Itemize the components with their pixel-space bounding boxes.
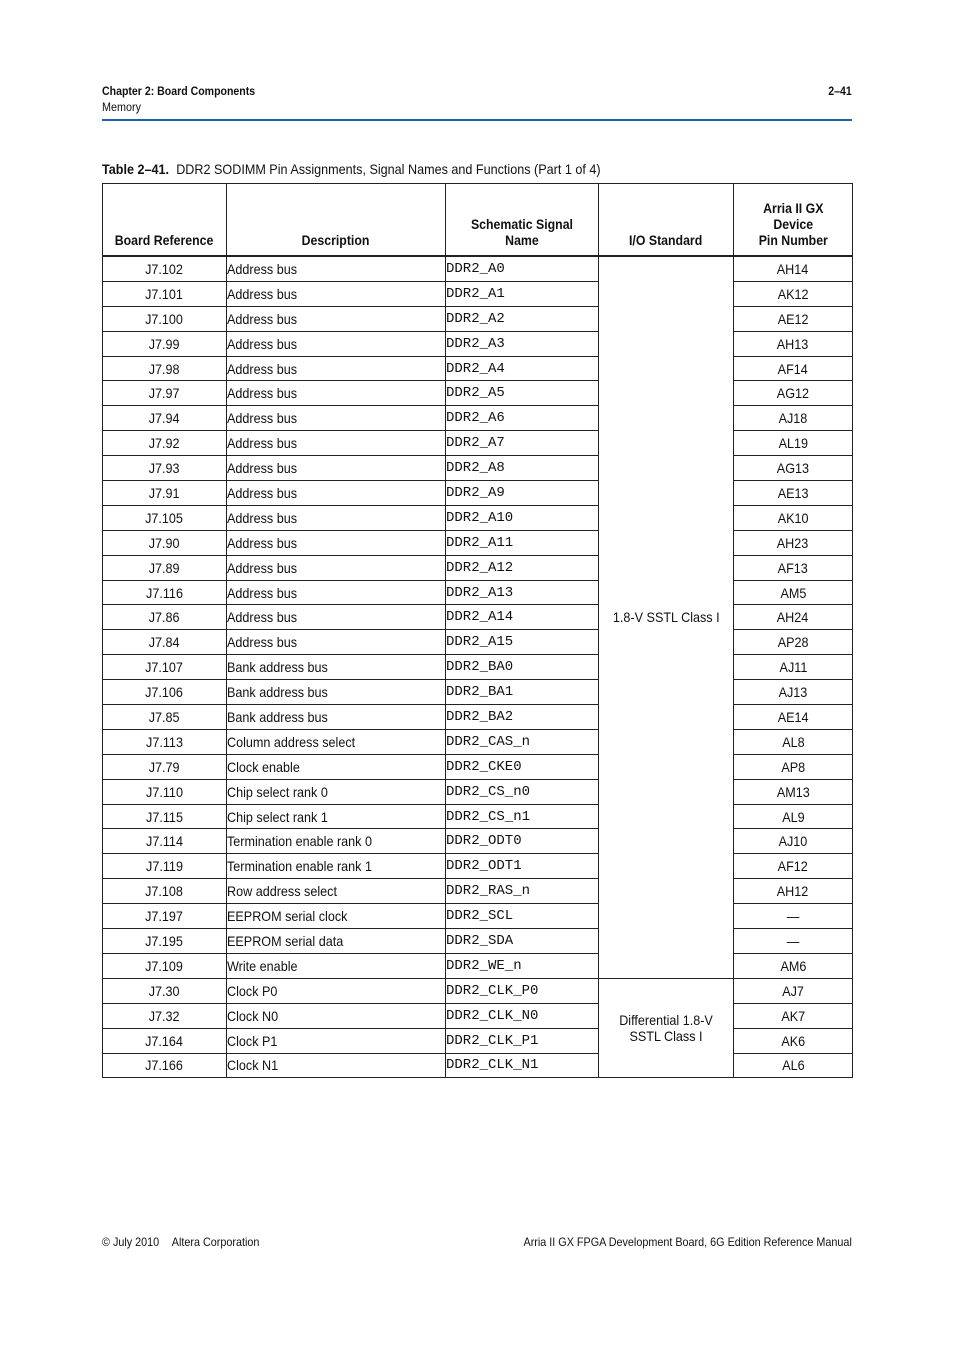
description-text: Address bus [227, 634, 298, 651]
board-reference-text: J7.86 [149, 609, 180, 626]
description-text: Chip select rank 0 [227, 783, 328, 800]
cell-description [227, 705, 446, 730]
column-header-signal-name: Schematic Signal Name [446, 184, 599, 257]
cell-board-reference [103, 256, 227, 281]
cell-board-reference [103, 854, 227, 879]
table-row [103, 854, 853, 879]
pin-number-text: — [786, 908, 800, 925]
cell-description [227, 680, 446, 705]
cell-board-reference [103, 281, 227, 306]
cell-description [227, 281, 446, 306]
pin-number-text: AF14 [777, 360, 809, 377]
board-reference-text: J7.115 [146, 808, 183, 825]
cell-description [227, 431, 446, 456]
pin-number-text: AM6 [780, 957, 806, 974]
table-row [103, 1003, 853, 1028]
cell-signal-name: DDR2_A0 [446, 256, 599, 281]
pin-number-text: AK6 [781, 1032, 805, 1049]
table-row [103, 456, 853, 481]
table-row [103, 829, 853, 854]
description-text: Address bus [227, 335, 298, 352]
table-row [103, 953, 853, 978]
cell-signal-name: DDR2_A2 [446, 306, 599, 331]
description-text: Column address select [227, 733, 356, 750]
cell-description [227, 929, 446, 954]
column-header-pin-number: Arria II GX Device Pin Number [734, 184, 853, 257]
board-reference-text: J7.110 [146, 783, 183, 800]
pin-number-text: AE14 [777, 708, 809, 725]
cell-board-reference [103, 779, 227, 804]
cell-pin-number [734, 705, 853, 730]
cell-board-reference [103, 1003, 227, 1028]
cell-board-reference [103, 705, 227, 730]
pin-number-text: AJ7 [782, 982, 804, 999]
description-text: Clock N1 [227, 1057, 279, 1074]
description-text: Clock enable [227, 758, 300, 775]
board-reference-text: J7.109 [145, 957, 184, 974]
description-text: Bank address bus [227, 659, 328, 676]
pin-number-text: AJ11 [779, 659, 807, 676]
cell-pin-number [734, 356, 853, 381]
pin-number-text: AH14 [777, 260, 809, 277]
table-row [103, 879, 853, 904]
cell-description [227, 555, 446, 580]
cell-signal-name: DDR2_A12 [446, 555, 599, 580]
description-text: Clock P1 [227, 1032, 278, 1049]
board-reference-text: J7.79 [149, 758, 180, 775]
cell-board-reference [103, 829, 227, 854]
table-row [103, 431, 853, 456]
chapter-title: Chapter 2: Board Components [102, 84, 256, 98]
cell-signal-name: DDR2_A6 [446, 406, 599, 431]
description-text: Address bus [227, 260, 298, 277]
cell-signal-name: DDR2_BA2 [446, 705, 599, 730]
table-row [103, 505, 853, 530]
pin-number-text: AE13 [777, 484, 809, 501]
cell-pin-number [734, 406, 853, 431]
board-reference-text: J7.90 [149, 534, 180, 551]
cell-description [227, 953, 446, 978]
pin-number-text: — [786, 932, 800, 949]
cell-description [227, 481, 446, 506]
pin-number-text: AK12 [777, 285, 809, 302]
cell-pin-number [734, 804, 853, 829]
cell-signal-name: DDR2_CS_n1 [446, 804, 599, 829]
description-text: EEPROM serial data [227, 932, 344, 949]
pin-number-text: AL19 [778, 435, 808, 452]
description-text: Address bus [227, 559, 298, 576]
cell-board-reference [103, 929, 227, 954]
cell-description [227, 978, 446, 1003]
description-text: Address bus [227, 285, 298, 302]
cell-description [227, 879, 446, 904]
section-title: Memory [102, 100, 142, 114]
board-reference-text: J7.89 [149, 559, 180, 576]
cell-signal-name: DDR2_A13 [446, 580, 599, 605]
table-row [103, 605, 853, 630]
board-reference-text: J7.94 [149, 410, 180, 427]
cell-board-reference [103, 331, 227, 356]
pin-number-text: AF12 [777, 858, 809, 875]
board-reference-text: J7.107 [145, 659, 184, 676]
cell-pin-number [734, 829, 853, 854]
header-rule [102, 119, 852, 121]
cell-pin-number [734, 779, 853, 804]
cell-pin-number [734, 456, 853, 481]
table-row [103, 356, 853, 381]
cell-signal-name: DDR2_A1 [446, 281, 599, 306]
table-row [103, 754, 853, 779]
cell-pin-number [734, 630, 853, 655]
cell-pin-number [734, 729, 853, 754]
board-reference-text: J7.98 [149, 360, 180, 377]
cell-signal-name: DDR2_ODT0 [446, 829, 599, 854]
cell-board-reference [103, 381, 227, 406]
board-reference-text: J7.100 [145, 310, 184, 327]
cell-board-reference [103, 505, 227, 530]
pin-number-text: AH23 [777, 534, 809, 551]
description-text: Address bus [227, 310, 298, 327]
description-text: Write enable [227, 957, 298, 974]
table-header-row [103, 184, 853, 257]
cell-description [227, 356, 446, 381]
table-row [103, 381, 853, 406]
description-text: Address bus [227, 460, 298, 477]
cell-description [227, 854, 446, 879]
cell-pin-number [734, 481, 853, 506]
description-text: Address bus [227, 584, 298, 601]
cell-board-reference [103, 555, 227, 580]
pin-number-text: AK10 [777, 509, 809, 526]
cell-signal-name: DDR2_A10 [446, 505, 599, 530]
cell-signal-name: DDR2_A11 [446, 530, 599, 555]
description-text: Chip select rank 1 [227, 808, 328, 825]
cell-pin-number [734, 256, 853, 281]
table-row [103, 256, 853, 281]
cell-signal-name: DDR2_SDA [446, 929, 599, 954]
board-reference-text: J7.91 [149, 484, 180, 501]
board-reference-text: J7.97 [149, 385, 180, 402]
cell-board-reference [103, 879, 227, 904]
cell-pin-number [734, 953, 853, 978]
cell-board-reference [103, 456, 227, 481]
table-caption-label: Table 2–41. [102, 161, 170, 177]
table-row [103, 1028, 853, 1053]
cell-board-reference [103, 804, 227, 829]
description-text: Bank address bus [227, 708, 328, 725]
cell-pin-number [734, 505, 853, 530]
board-reference-text: J7.84 [149, 634, 180, 651]
cell-description [227, 804, 446, 829]
cell-signal-name: DDR2_A14 [446, 605, 599, 630]
cell-signal-name: DDR2_CLK_P1 [446, 1028, 599, 1053]
cell-pin-number [734, 754, 853, 779]
pin-number-text: AH12 [777, 883, 809, 900]
cell-pin-number [734, 655, 853, 680]
footer-copyright: © July 2010 [102, 1235, 160, 1249]
pin-number-text: AE12 [777, 310, 809, 327]
pin-number-text: AL6 [781, 1057, 805, 1074]
cell-signal-name: DDR2_BA0 [446, 655, 599, 680]
cell-description [227, 381, 446, 406]
cell-signal-name: DDR2_CAS_n [446, 729, 599, 754]
pin-number-text: AM5 [780, 584, 806, 601]
cell-description [227, 729, 446, 754]
pin-assignment-table [102, 183, 853, 1078]
cell-signal-name: DDR2_BA1 [446, 680, 599, 705]
cell-description [227, 1003, 446, 1028]
cell-signal-name: DDR2_CKE0 [446, 754, 599, 779]
cell-board-reference [103, 481, 227, 506]
table-row [103, 729, 853, 754]
cell-signal-name: DDR2_CLK_P0 [446, 978, 599, 1003]
cell-board-reference [103, 431, 227, 456]
cell-pin-number [734, 854, 853, 879]
board-reference-text: J7.164 [145, 1032, 184, 1049]
cell-pin-number [734, 1028, 853, 1053]
cell-board-reference [103, 630, 227, 655]
board-reference-text: J7.113 [146, 733, 183, 750]
cell-io-standard [599, 256, 734, 978]
cell-pin-number [734, 879, 853, 904]
pin-number-text: AG13 [776, 460, 810, 477]
cell-io-standard [599, 978, 734, 1078]
cell-description [227, 605, 446, 630]
table-row [103, 406, 853, 431]
cell-signal-name: DDR2_A5 [446, 381, 599, 406]
table-row [103, 705, 853, 730]
cell-board-reference [103, 406, 227, 431]
board-reference-text: J7.102 [145, 260, 184, 277]
pin-number-text: AL8 [781, 733, 805, 750]
cell-description [227, 505, 446, 530]
table-row [103, 580, 853, 605]
cell-description [227, 530, 446, 555]
description-text: Clock P0 [227, 982, 278, 999]
description-text: Bank address bus [227, 684, 328, 701]
cell-signal-name: DDR2_SCL [446, 904, 599, 929]
cell-pin-number [734, 1003, 853, 1028]
cell-description [227, 456, 446, 481]
cell-board-reference [103, 904, 227, 929]
description-text: Address bus [227, 509, 298, 526]
cell-signal-name: DDR2_A3 [446, 331, 599, 356]
cell-description [227, 904, 446, 929]
pin-number-text: AH13 [777, 335, 809, 352]
description-text: Address bus [227, 410, 298, 427]
cell-pin-number [734, 281, 853, 306]
cell-pin-number [734, 530, 853, 555]
table-caption [102, 161, 601, 177]
footer-manual-title: Arria II GX FPGA Development Board, 6G Edition Reference Manual [523, 1235, 852, 1249]
cell-board-reference [103, 530, 227, 555]
board-reference-text: J7.116 [146, 584, 183, 601]
cell-signal-name: DDR2_CLK_N0 [446, 1003, 599, 1028]
table-row [103, 306, 853, 331]
cell-board-reference [103, 356, 227, 381]
cell-pin-number [734, 555, 853, 580]
table-row [103, 929, 853, 954]
board-reference-text: J7.93 [149, 460, 180, 477]
table-caption-title: DDR2 SODIMM Pin Assignments, Signal Names and Functions (Part 1 of 4) [176, 161, 601, 177]
board-reference-text: J7.197 [145, 908, 184, 925]
cell-board-reference [103, 1053, 227, 1078]
table-row [103, 680, 853, 705]
table-row [103, 779, 853, 804]
cell-pin-number [734, 580, 853, 605]
pin-number-text: AJ10 [778, 833, 808, 850]
table-row [103, 655, 853, 680]
table-row [103, 1053, 853, 1078]
board-reference-text: J7.85 [149, 708, 180, 725]
cell-board-reference [103, 953, 227, 978]
cell-description [227, 256, 446, 281]
description-text: Address bus [227, 435, 298, 452]
board-reference-text: J7.32 [149, 1007, 180, 1024]
board-reference-text: J7.99 [149, 335, 180, 352]
cell-description [227, 406, 446, 431]
board-reference-text: J7.195 [145, 932, 184, 949]
pin-number-text: AF13 [777, 559, 809, 576]
table-row [103, 904, 853, 929]
table-row [103, 804, 853, 829]
io-standard-text: 1.8-V SSTL Class I [612, 609, 720, 626]
description-text: Address bus [227, 534, 298, 551]
cell-signal-name: DDR2_A15 [446, 630, 599, 655]
cell-board-reference [103, 605, 227, 630]
description-text: Address bus [227, 360, 298, 377]
cell-board-reference [103, 754, 227, 779]
cell-description [227, 1053, 446, 1078]
board-reference-text: J7.106 [145, 684, 184, 701]
cell-pin-number [734, 306, 853, 331]
description-text: Address bus [227, 609, 298, 626]
cell-board-reference [103, 978, 227, 1003]
table-row [103, 331, 853, 356]
description-text: Clock N0 [227, 1007, 279, 1024]
board-reference-text: J7.114 [146, 833, 183, 850]
description-text: Termination enable rank 1 [227, 858, 372, 875]
cell-signal-name: DDR2_RAS_n [446, 879, 599, 904]
cell-pin-number [734, 605, 853, 630]
cell-signal-name: DDR2_A7 [446, 431, 599, 456]
board-reference-text: J7.119 [146, 858, 183, 875]
description-text: Termination enable rank 0 [227, 833, 372, 850]
cell-board-reference [103, 580, 227, 605]
io-standard-text: Differential 1.8-V SSTL Class I [619, 1012, 713, 1045]
description-text: Address bus [227, 484, 298, 501]
cell-board-reference [103, 655, 227, 680]
cell-description [227, 1028, 446, 1053]
description-text: Address bus [227, 385, 298, 402]
cell-pin-number [734, 1053, 853, 1078]
table-row [103, 978, 853, 1003]
pin-number-text: AP8 [781, 758, 805, 775]
table-row [103, 530, 853, 555]
cell-signal-name: DDR2_ODT1 [446, 854, 599, 879]
cell-pin-number [734, 431, 853, 456]
cell-description [227, 331, 446, 356]
description-text: Row address select [227, 883, 337, 900]
cell-pin-number [734, 929, 853, 954]
board-reference-text: J7.30 [149, 982, 180, 999]
board-reference-text: J7.92 [149, 435, 180, 452]
cell-pin-number [734, 680, 853, 705]
cell-board-reference [103, 306, 227, 331]
table-row [103, 630, 853, 655]
cell-board-reference [103, 729, 227, 754]
pin-number-text: AH24 [777, 609, 809, 626]
cell-description [227, 829, 446, 854]
description-text: EEPROM serial clock [227, 908, 348, 925]
pin-number-text: AL9 [781, 808, 805, 825]
cell-description [227, 580, 446, 605]
board-reference-text: J7.108 [145, 883, 184, 900]
pin-number-text: AM13 [776, 783, 810, 800]
column-header-io-standard: I/O Standard [599, 184, 734, 257]
board-reference-text: J7.101 [145, 285, 184, 302]
page-footer-left [102, 1235, 259, 1249]
cell-description [227, 655, 446, 680]
table-row [103, 555, 853, 580]
cell-description [227, 306, 446, 331]
board-reference-text: J7.166 [145, 1057, 184, 1074]
pin-number-text: AJ13 [778, 684, 808, 701]
column-header-board-reference: Board Reference [103, 184, 227, 257]
cell-pin-number [734, 381, 853, 406]
cell-board-reference [103, 1028, 227, 1053]
pin-number-text: AP28 [777, 634, 809, 651]
pin-number-text: AJ18 [778, 410, 808, 427]
cell-description [227, 754, 446, 779]
cell-signal-name: DDR2_A4 [446, 356, 599, 381]
footer-company: Altera Corporation [171, 1235, 260, 1249]
cell-description [227, 630, 446, 655]
page-number: 2–41 [828, 84, 852, 98]
cell-pin-number [734, 978, 853, 1003]
column-header-description: Description [227, 184, 446, 257]
cell-pin-number [734, 331, 853, 356]
table-row [103, 481, 853, 506]
pin-number-text: AK7 [781, 1007, 805, 1024]
cell-signal-name: DDR2_A8 [446, 456, 599, 481]
cell-board-reference [103, 680, 227, 705]
cell-pin-number [734, 904, 853, 929]
cell-signal-name: DDR2_CLK_N1 [446, 1053, 599, 1078]
table-row [103, 281, 853, 306]
cell-signal-name: DDR2_CS_n0 [446, 779, 599, 804]
cell-description [227, 779, 446, 804]
board-reference-text: J7.105 [145, 509, 184, 526]
cell-signal-name: DDR2_WE_n [446, 953, 599, 978]
pin-number-text: AG12 [776, 385, 810, 402]
table-body [103, 256, 853, 1078]
cell-signal-name: DDR2_A9 [446, 481, 599, 506]
